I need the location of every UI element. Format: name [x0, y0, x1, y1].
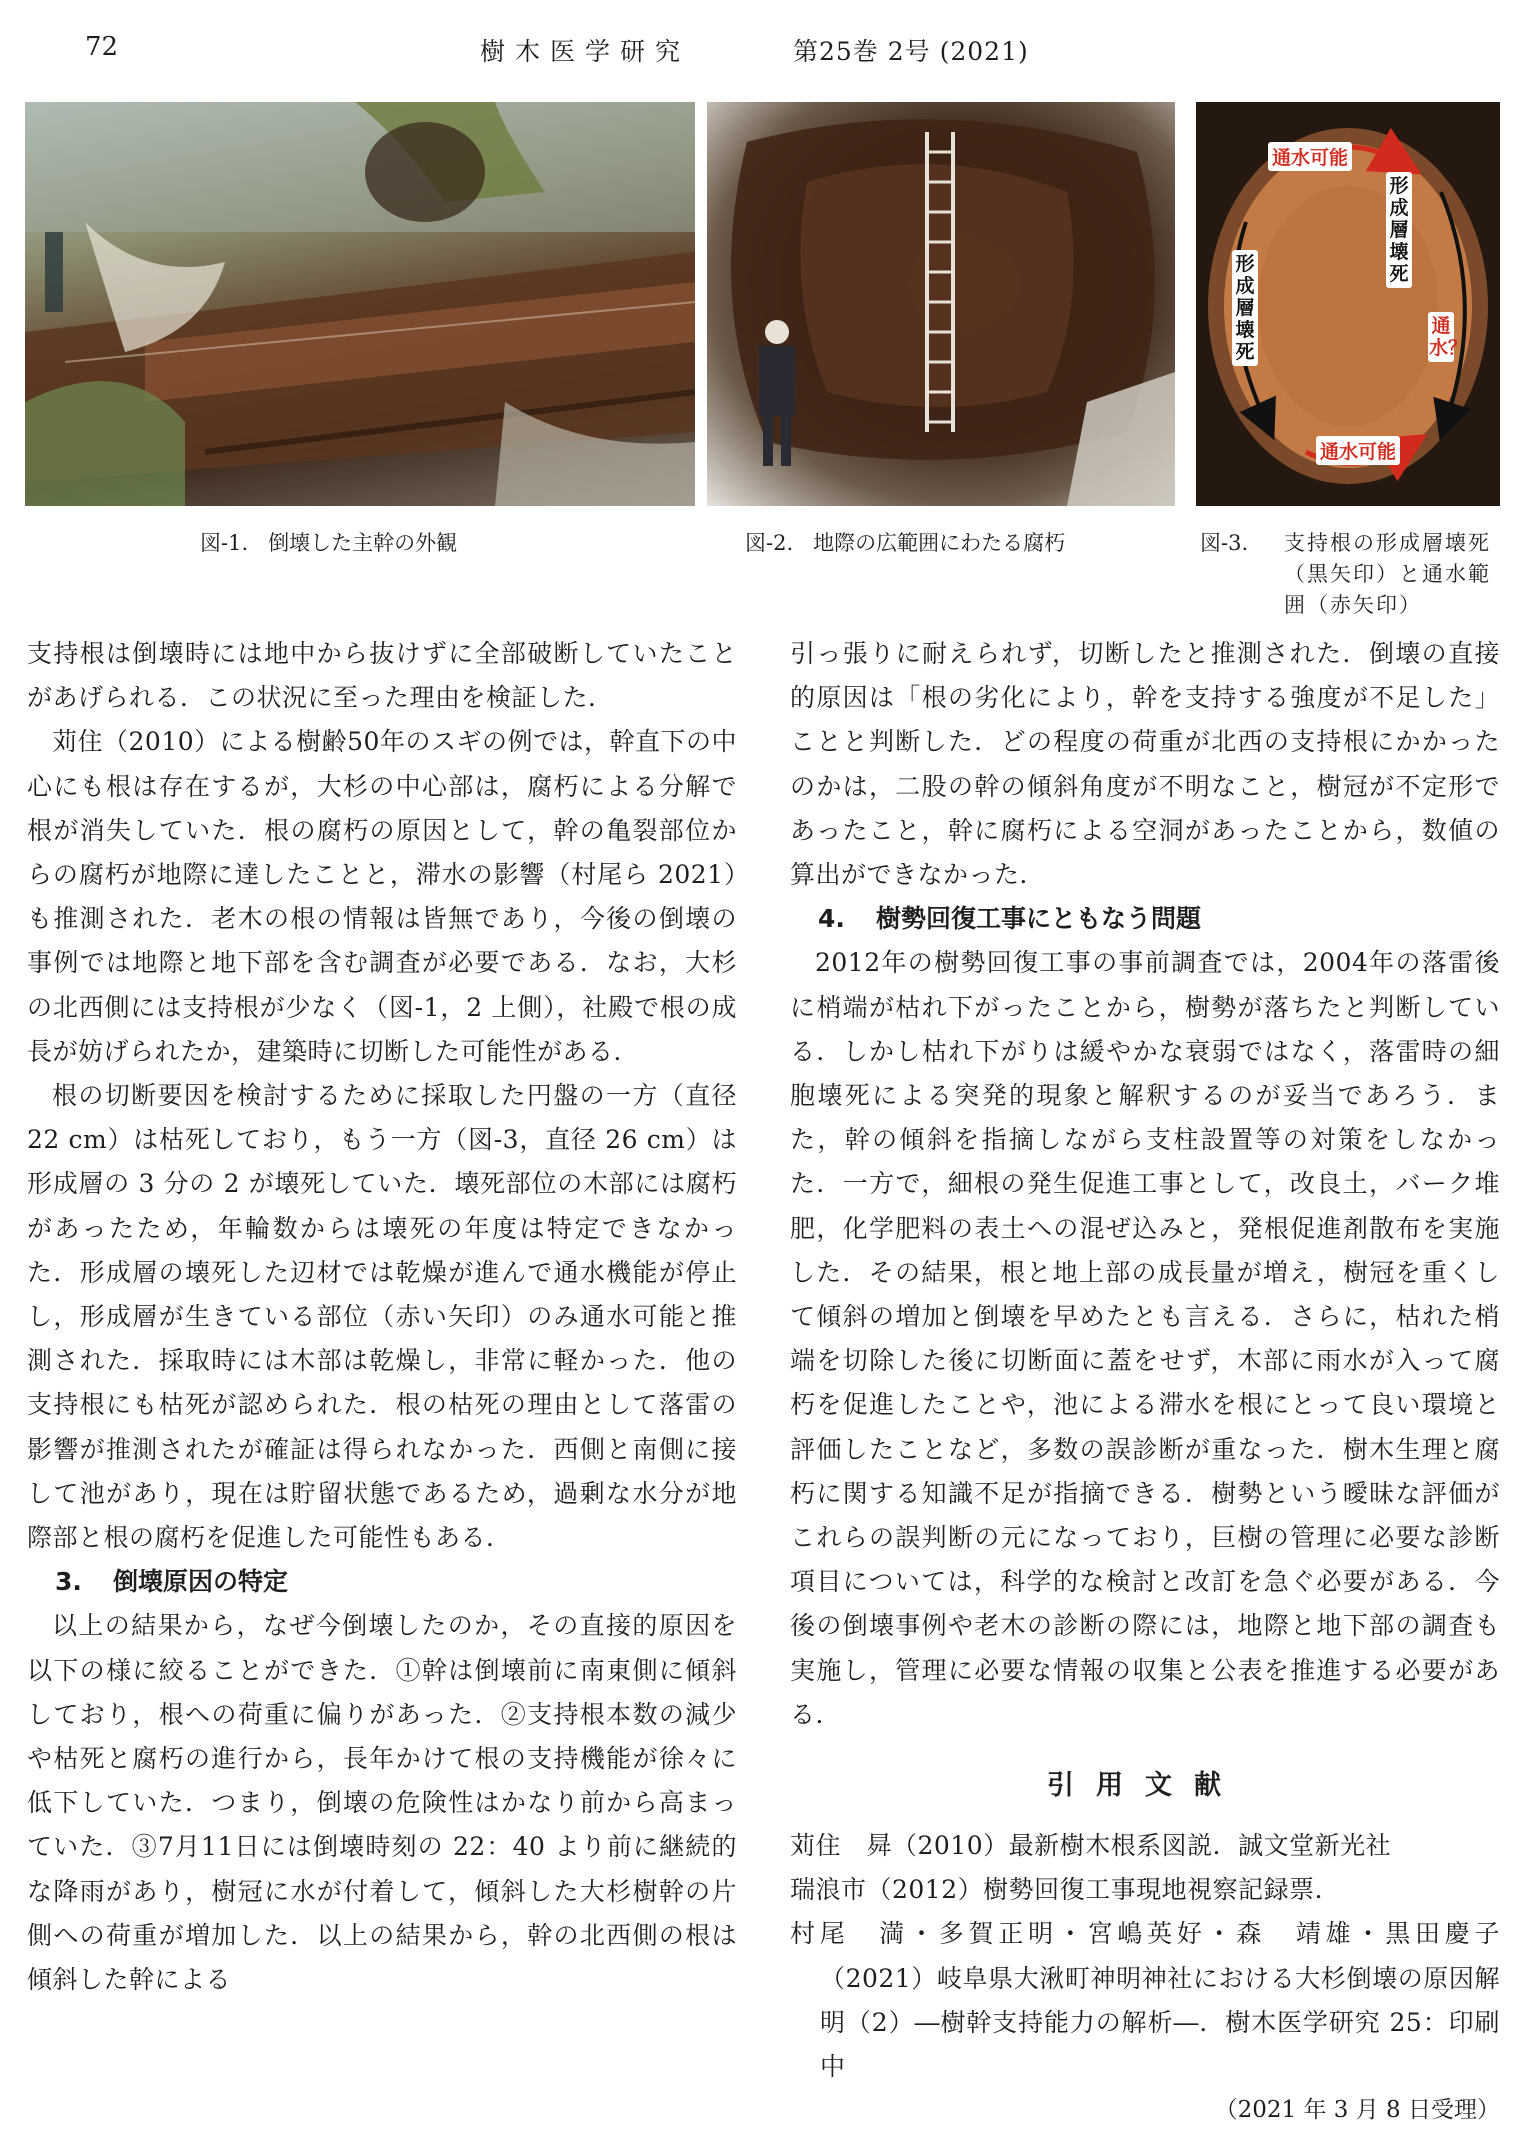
figure-2-label: 図-2. — [745, 531, 794, 555]
page-number: 72 — [85, 32, 119, 62]
figure-1-caption-text: 倒壊した主幹の外観 — [268, 531, 458, 555]
figure-2-caption — [745, 528, 1165, 559]
root-decay-illustration — [707, 102, 1175, 506]
figure-3-photo — [1196, 102, 1500, 506]
figure-1-label: 図-1. — [200, 531, 249, 555]
references-heading: 引用文献 — [1047, 1770, 1243, 1802]
reference-item: 村尾 満・多賀正明・宮嶋英好・森 靖雄・黒田慶子（2021）岐阜県大湫町神明神社における大杉倒壊の原因解明（2）―樹幹支持能力の解析―．樹木医学研究 25：印刷中 — [790, 1919, 1500, 2082]
figure-1-caption — [200, 528, 620, 559]
figure-2-photo — [707, 102, 1175, 506]
section-title: 樹勢回復工事にともなう問題 — [876, 904, 1202, 934]
figure-2-caption-text: 地際の広範囲にわたる腐朽 — [813, 531, 1066, 555]
paragraph: 支持根は倒壊時には地中から抜けずに全部破断していたことがあげられる．この状況に至った理由を検証した． — [27, 639, 737, 713]
fallen-trunk-illustration — [25, 102, 695, 506]
section-number: 3. — [55, 1567, 82, 1597]
fig3-label-question: 通水？ — [1428, 312, 1454, 362]
figure-3-caption-text: 支持根の形成層壊死（黒矢印）と通水範囲（赤矢印） — [1284, 531, 1491, 617]
left-column — [27, 632, 737, 2002]
right-column — [790, 632, 1500, 2129]
fig3-label-right: 形成層壊死 — [1386, 172, 1412, 288]
section-title: 倒壊原因の特定 — [113, 1567, 289, 1597]
received-date: （2021 年 3 月 8 日受理） — [1214, 2097, 1500, 2124]
fig3-label-bottom: 通水可能 — [1316, 436, 1400, 465]
figure-1-photo — [25, 102, 695, 506]
reference-item: 瑞浪市（2012）樹勢回復工事現地視察記録票． — [790, 1875, 1341, 1905]
paragraph: 以上の結果から，なぜ今倒壊したのか，その直接的原因を以下の様に絞ることができた．①幹は倒壊前に南東側に傾斜しており，根への荷重に偏りがあった．②支持根本数の減少や枯死と腐朽の進行から，長年かけて根の支持機能が徐々に低下していた．つまり，倒壊の危険性はかなり前から高まっていた．③7月11日には倒壊時刻の 22：40 より前に継続的な降雨があり，樹冠に水が付着して，傾斜した大杉樹幹の片側への荷重が増加した．以上の結果から，幹の北西側の根は傾斜した幹による — [27, 1611, 737, 1995]
figure-3-label: 図-3. — [1200, 531, 1249, 555]
figure-3-caption — [1200, 528, 1500, 621]
paragraph: 苅住（2010）による樹齢50年のスギの例では，幹直下の中心にも根は存在するが，大杉の中心部は，腐朽による分解で根が消失していた．根の腐朽の原因として，幹の亀裂部位からの腐朽が地際に達したことと，滞水の影響（村尾ら 2021）も推測された．老木の根の情報は皆無であり，今後の倒壊の事例では地際と地下部を含む調査が必要である．なお，大杉の北西側には支持根が少なく（図-1，2 上側），社殿で根の成長が妨げられたか，建築時に切断した可能性がある． — [27, 727, 737, 1066]
fig3-label-left: 形成層壊死 — [1232, 250, 1258, 366]
journal-title: 樹木医学研究 — [480, 37, 691, 66]
paragraph: 2012年の樹勢回復工事の事前調査では，2004年の落雷後に梢端が枯れ下がったことから，樹勢が落ちたと判断している．しかし枯れ下がりは緩やかな衰弱ではなく，落雷時の細胞壊死による突発的現象と解釈するのが妥当であろう．また，幹の傾斜を指摘しながら支柱設置等の対策をしなかった．一方で，細根の発生促進工事として，改良土，バーク堆肥，化学肥料の表土への混ぜ込みと，発根促進剤散布を実施した．その結果，根と地上部の成長量が増え，樹冠を重くして傾斜の増加と倒壊を早めたとも言える．さらに，枯れた梢端を切除した後に切断面に蓋をせず，木部に雨水が入って腐朽を促進したことや，池による滞水を根にとって良い環境と評価したことなど，多数の誤診断が重なった．樹木生理と腐朽に関する知識不足が指摘できる．樹勢という曖昧な評価がこれらの誤判断の元になっており，巨樹の管理に必要な診断項目については，科学的な検討と改訂を急ぐ必要がある．今後の倒壊事例や老木の診断の際には，地際と地下部の調査も実施し，管理に必要な情報の収集と公表を推進する必要がある． — [790, 948, 1500, 1729]
section-3-heading — [27, 1560, 737, 1604]
paragraph: 引っ張りに耐えられず，切断したと推測された．倒壊の直接的原因は「根の劣化により，幹を支持する強度が不足した」ことと判断した．どの程度の荷重が北西の支持根にかかったのかは，二股の幹の傾斜角度が不明なこと，樹冠が不定形であったこと，幹に腐朽による空洞があったことから，数値の算出ができなかった． — [790, 639, 1500, 890]
section-number: 4. — [818, 904, 845, 934]
running-header — [0, 30, 1532, 70]
issue-info: 第25巻 2号 (2021) — [793, 37, 1029, 66]
fig3-label-top: 通水可能 — [1268, 142, 1352, 171]
paragraph: 根の切断要因を検討するために採取した円盤の一方（直径 22 cm）は枯死しており，もう一方（図-3，直径 26 cm）は形成層の 3 分の 2 が壊死していた．壊死部位の木部には腐朽があったため，年輪数からは壊死の年度は特定できなかった．形成層の壊死した辺材では乾燥が進んで通水機能が停止し，形成層が生きている部位（赤い矢印）のみ通水可能と推測された．採取時には木部は乾燥し，非常に軽かった．他の支持根にも枯死が認められた．根の枯死の理由として落雷の影響が推測されたが確証は得られなかった．西側と南側に接して池があり，現在は貯留状態であるため，過剰な水分が地際部と根の腐朽を促進した可能性もある． — [27, 1081, 737, 1553]
reference-item: 苅住 曻（2010）最新樹木根系図説．誠文堂新光社 — [790, 1831, 1392, 1861]
section-4-heading — [790, 897, 1500, 941]
